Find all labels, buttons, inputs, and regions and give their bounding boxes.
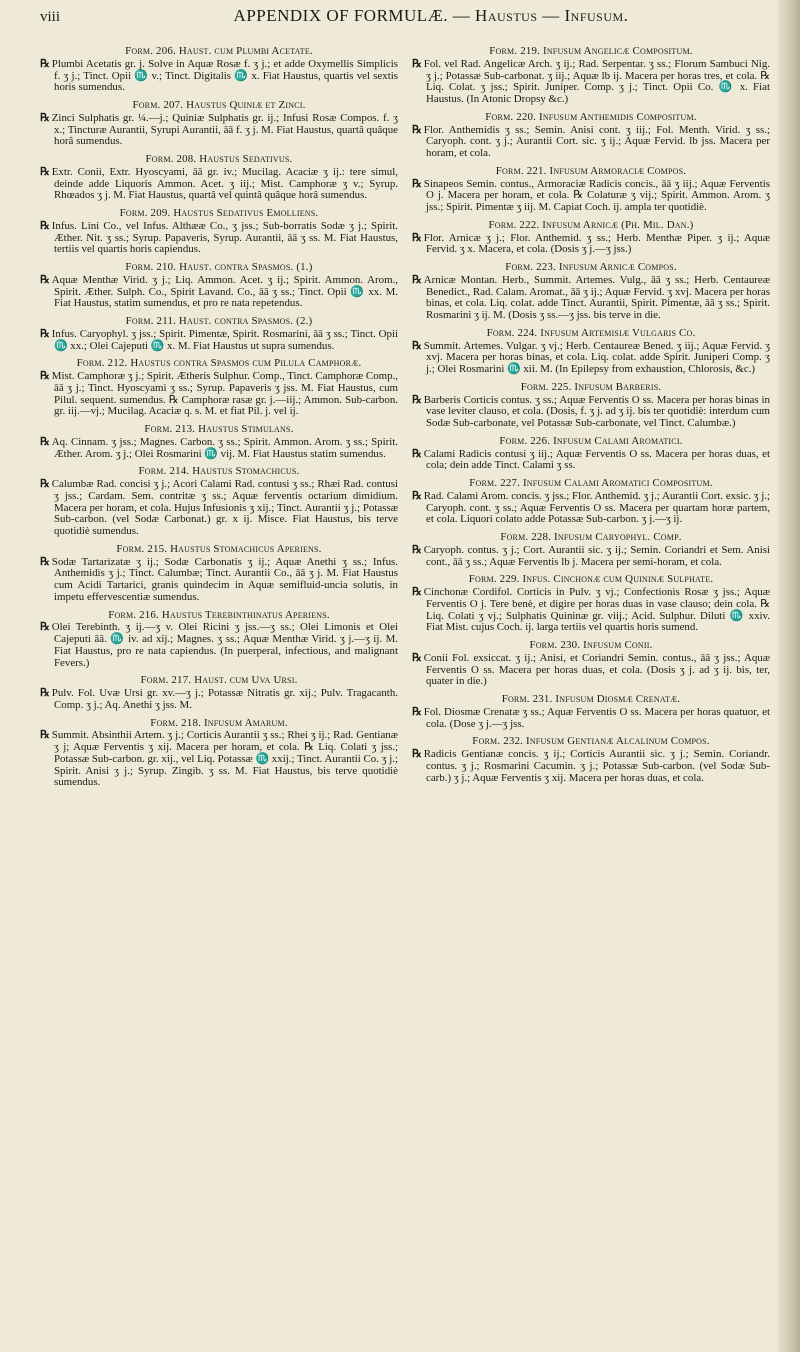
formula-body <box>40 622 398 669</box>
prescription-symbol: ℞ <box>412 57 422 70</box>
formula-body <box>40 479 398 538</box>
prescription-symbol: ℞ <box>40 165 50 178</box>
formula-body <box>412 707 770 731</box>
formula-body <box>412 125 770 160</box>
formula-body <box>412 233 770 257</box>
formula-title: Form. 209. Haustus Sedativus Emolliens. <box>119 207 319 219</box>
formula-entry <box>40 424 398 460</box>
prescription-symbol: ℞ <box>40 729 50 742</box>
formula-body <box>40 167 398 202</box>
formula-title: Form. 218. Infusum Amarum. <box>150 716 288 729</box>
formula-body <box>412 545 770 569</box>
prescription-symbol: ℞ <box>40 478 50 490</box>
prescription-symbol: ℞ <box>412 123 422 136</box>
formula-body <box>412 749 770 784</box>
formula-text: Flor. Arnicæ ʒ j.; Flor. Anthemid. ʒ ss.; Herb. Menthæ Piper. ʒ ij.; Aquæ Fervid. ʒ x. Macera, et cola. (Dosis ʒ j.—ʒ jss.) <box>423 231 770 256</box>
prescription-symbol: ℞ <box>40 273 50 286</box>
prescription-symbol: ℞ <box>412 543 422 556</box>
formula-entry <box>40 262 398 310</box>
formula-text: Radicis Gentianæ concis. ʒ ij.; Corticis Aurantii sic. ʒ j.; Semin. Coriandr. contus. ʒ j.; Rosmarini Cacumin. ʒ j.; Potassæ Sub-carbon. (vel Sodæ Sub-carb.) ʒ j.; Aquæ Ferventis ʒ xij. Macera per horas duas, et cola. <box>423 748 770 784</box>
prescription-symbol: ℞ <box>412 651 422 664</box>
formula-entry <box>412 640 770 688</box>
formula-title: Form. 215. Haustus Stomachicus Aperiens. <box>116 542 322 555</box>
formula-entry <box>40 610 398 670</box>
formula-body <box>40 557 398 604</box>
formula-body <box>40 730 398 789</box>
formula-text: Fol. vel Rad. Angelicæ Arch. ʒ ij.; Rad. Serpentar. ʒ ss.; Florum Sambuci Nig. ʒ j.; Potassæ Sub-carbonat. ʒ iij.; Aquæ lb ij. Macera per horas tres, et cola. ℞ Liq. Colat. ʒ jss.; Spirit. Juniper. Comp. ʒ j.; Tinct. Opii Co. ♏ x. Fiat Haustus. (In Atonic Dropsy &c.) <box>423 57 770 105</box>
prescription-symbol: ℞ <box>40 621 50 634</box>
formula-title: Form. 216. Haustus Terebinthinatus Aperiens. <box>108 608 330 621</box>
formula-body <box>412 449 770 473</box>
formula-title: Form. 230. Infusum Conii. <box>529 639 653 651</box>
prescription-symbol: ℞ <box>40 57 50 70</box>
prescription-symbol: ℞ <box>40 687 50 699</box>
page-number: viii <box>40 9 61 25</box>
prescription-symbol: ℞ <box>412 586 422 598</box>
prescription-symbol: ℞ <box>412 177 422 190</box>
formula-text: Infus. Caryophyl. ʒ jss.; Spirit. Pimentæ, Spirit. Rosmarini, āā ʒ ss.; Tinct. Opii ♏ xx.; Olei Cajeputi ♏ x. M. Fiat Haustus ut supra sumendus. <box>51 327 398 352</box>
formula-text: Flor. Anthemidis ʒ ss.; Semin. Anisi cont. ʒ iij.; Fol. Menth. Virid. ʒ ss.; Caryoph. cont. ʒ j.; Aurantii Cort. sic. ʒ ij.; Aquæ Fervid. lb jss. Macera per horam, et cola. <box>423 123 770 159</box>
formula-title: Form. 220. Infusum Anthemidis Compositum. <box>485 110 697 123</box>
page-header <box>40 6 770 32</box>
formula-text: Plumbi Acetatis gr. j. Solve in Aquæ Rosæ f. ʒ j.; et adde Oxymellis Simplicis f. ʒ j.; Tinct. Opii ♏ v.; Tinct. Digitalis ♏ x. Fiat Haustus, quartis vel sextis horis sumendus. <box>51 57 398 94</box>
formula-text: Summit. Artemes. Vulgar. ʒ vj.; Herb. Centaureæ Bened. ʒ iij.; Aquæ Fervid. ʒ xvj. Macera per horas binas, et cola. Liq. colat. adde Spirit. Juniperi Comp. ʒ j.; Olei Rosmarini ♏ xii. M. (In Epilepsy from exhaustion, Chlorosis, &c.) <box>423 339 770 375</box>
formula-entry <box>412 694 770 730</box>
formula-text: Cinchonæ Cordifol. Corticis in Pulv. ʒ vj.; Confectionis Rosæ ʒ jss.; Aquæ Ferventis O j. Tere benè, et digire per horas duas in vase clauso; dein cola. ℞ Liq. Colati ʒ vj.; Sulphatis Quininæ gr. viij.; Acid. Sulphur. Diluti ♏ xxiv. Fiat Mist. cujus Coch. ij. larga tertiis vel quartis horis sumend. <box>423 586 770 634</box>
formula-entry <box>412 532 770 568</box>
formula-text: Sodæ Tartarizatæ ʒ ij.; Sodæ Carbonatis ʒ ij.; Aquæ Anethi ʒ ss.; Infus. Anthemidis ʒ j.; Tinct. Calumbæ; Tinct. Aurantii Co., āā ʒ j. M. Fiat Haustus cum Acidi Tartarici, granis quindecim in Aquæ semifluid-uncia solutis, in impetu effervescentiæ sumendus. <box>51 555 398 603</box>
formula-entry <box>40 466 398 538</box>
prescription-symbol: ℞ <box>412 231 422 244</box>
formula-entry <box>40 208 398 256</box>
formula-title: Form. 231. Infusum Diosmæ Crenatæ. <box>501 693 681 705</box>
formula-title: Form. 217. Haust. cum Uva Ursi. <box>140 674 298 687</box>
formula-text: Arnicæ Montan. Herb., Summit. Artemes. Vulg., āā ʒ ss.; Herb. Centaureæ Benedict., Rad. Calam. Aromat., āā ʒ ij.; Aquæ Fervid. ʒ xvj. Macera per horas binas, et cola. Liq. colat. adde Tinct. Aurantii, Spirit. Pimentæ, āā ʒ ss.; Spirit. Rosmarini ʒ ij. M. (Dosis ʒ ss.—ʒ jss. bis terve in die. <box>423 273 770 321</box>
prescription-symbol: ℞ <box>412 748 422 760</box>
formula-title: Form. 225. Infusum Barberis. <box>520 380 662 393</box>
formula-title: Form. 214. Haustus Stomachicus. <box>138 465 300 478</box>
formula-text: Extr. Conii, Extr. Hyoscyami, āā gr. iv.; Mucilag. Acaciæ ʒ ij.: tere simul, deinde adde Liquoris Ammon. Acet. ʒ iij.; Mist. Camphoræ ʒ v.; Syrup. Rhœados ʒ j. M. Fiat Haustus, quartâ vel quintâ quâque horâ sumendus. <box>51 165 398 202</box>
formula-body <box>40 371 398 418</box>
formula-entry <box>40 544 398 604</box>
formula-title: Form. 221. Infusum Armoraciæ Compos. <box>495 164 687 177</box>
prescription-symbol: ℞ <box>412 447 422 460</box>
formula-entry <box>412 166 770 214</box>
formula-body <box>40 275 398 310</box>
formula-text: Mist. Camphoræ ʒ j.; Spirit. Ætheris Sulphur. Comp., Tinct. Camphoræ Comp., āā ʒ j.; Tinct. Hyoscyami ʒ ss.; Syrup. Papaveris ʒ jss. M. Fiat Haustus, cum Pilul. sequent. sumendus. ℞ Camphoræ rasæ gr. j.—iij.; Ammon. Sub-carbon. gr. iij.—vj.; Mucilag. Acaciæ q. s. M. et fiat Pil. j. vel ij. <box>51 370 398 418</box>
formula-body <box>40 59 398 94</box>
formula-body <box>412 341 770 376</box>
prescription-symbol: ℞ <box>40 370 50 382</box>
formula-entry <box>40 718 398 790</box>
formula-entry <box>412 574 770 634</box>
formula-entry <box>412 736 770 784</box>
page-edge-shadow <box>778 0 800 1352</box>
formula-body <box>412 587 770 634</box>
formula-text: Pulv. Fol. Uvæ Ursi gr. xv.—ʒ j.; Potassæ Nitratis gr. xij.; Pulv. Tragacanth. Comp. ʒ j.; Aq. Anethi ʒ jss. M. <box>51 687 398 711</box>
formula-entry <box>40 154 398 202</box>
left-column <box>40 46 398 795</box>
formula-body <box>40 688 398 712</box>
formula-text: Caryoph. contus. ʒ j.; Cort. Aurantii sic. ʒ ij.; Semin. Coriandri et Sem. Anisi cont., āā ʒ ss.; Aquæ Ferventis lb j. Macera per semi-horam, et cola. <box>423 543 770 568</box>
formula-entry <box>40 358 398 418</box>
prescription-symbol: ℞ <box>412 393 422 406</box>
formula-body <box>412 179 770 214</box>
formula-title: Form. 212. Haustus contra Spasmos cum Pilula Camphoræ. <box>76 357 362 370</box>
formula-body <box>412 59 770 106</box>
formula-title: Form. 232. Infusum Gentianæ Alcalinum Compos. <box>472 735 710 748</box>
formula-body <box>40 221 398 256</box>
formula-text: Summit. Absinthii Artem. ʒ j.; Corticis Aurantii ʒ ss.; Rhei ʒ ij.; Rad. Gentianæ ʒ j; Aquæ Ferventis ʒ xij. Macera per horam, et cola. ℞ Liq. Colati ʒ jss.; Potassæ Sub-carbon. gr. xij., vel Liq. Potassæ ♏ xxij.; Tinct. Aurantii Co. ʒ j.; Spirit. Anisi ʒ j.; Syrup. Zingib. ʒ ss. M. Fiat Haustus, bis terve quotidiè sumendus. <box>51 729 398 789</box>
formula-entry <box>40 675 398 711</box>
formula-body <box>412 395 770 430</box>
prescription-symbol: ℞ <box>40 327 50 340</box>
formula-body <box>40 329 398 353</box>
formula-title: Form. 224. Infusum Artemisiæ Vulgaris Co. <box>486 326 696 339</box>
prescription-symbol: ℞ <box>40 111 50 124</box>
formula-text: Fol. Diosmæ Crenatæ ʒ ss.; Aquæ Ferventis O ss. Macera per horas quatuor, et cola. (Dose ʒ j.—ʒ jss. <box>423 705 770 730</box>
prescription-symbol: ℞ <box>412 489 422 502</box>
formula-body <box>412 491 770 526</box>
formula-text: Calumbæ Rad. concisi ʒ j.; Acori Calami Rad. contusi ʒ ss.; Rhæi Rad. contusi ʒ jss.; Cardam. Sem. contritæ ʒ ss.; Aquæ ferventis octarium dimidium. Macera per horam, et cola. Hujus Infusionis ʒ xij.; Tinct. Aurantii ʒ j.; Potassæ Sub-carbon. (vel Sodæ Carbonat.) gr. x ij. Misce. Fiat Haustus, bis terve quotidiè sumendus. <box>51 478 398 537</box>
formula-text: Rad. Calami Arom. concis. ʒ jss.; Flor. Anthemid. ʒ j.; Aurantii Cort. exsic. ʒ j.; Caryoph. cont. ʒ ss.; Aquæ Ferventis O ss. Macera per quartam horæ partem, et cola. Liquori colato adde Potassæ Sub-carbon. ʒ j.—ʒ ij. <box>423 489 770 526</box>
formula-title: Form. 229. Infus. Cinchonæ cum Quininæ Sulphate. <box>468 573 714 586</box>
formula-title: Form. 223. Infusum Arnicæ Compos. <box>505 261 677 273</box>
right-column <box>412 46 770 790</box>
formula-title: Form. 211. Haust. contra Spasmos. (2.) <box>125 315 313 327</box>
formula-body <box>40 437 398 461</box>
formula-title: Form. 222. Infusum Arnicæ (Ph. Mil. Dan.) <box>488 218 694 231</box>
formula-body <box>412 275 770 322</box>
formula-body <box>412 653 770 688</box>
prescription-symbol: ℞ <box>412 705 422 718</box>
formula-title: Form. 226. Infusum Calami Aromatici. <box>499 434 683 447</box>
formula-entry <box>412 382 770 430</box>
formula-title: Form. 213. Haustus Stimulans. <box>144 423 294 435</box>
formula-body <box>40 113 398 148</box>
formula-title: Form. 206. Haust. cum Plumbi Acetate. <box>125 45 313 57</box>
running-title: APPENDIX OF FORMULÆ. — Haustus — Infusum. <box>233 6 629 25</box>
formula-entry <box>412 220 770 256</box>
formula-text: Sinapeos Semin. contus., Armoraciæ Radicis concis., āā ʒ iij.; Aquæ Ferventis O j. Macera per horam, et cola. ℞ Colaturæ ʒ vij.; Spirit. Ammon. Arom. ʒ jss.; Spirit. Pimentæ ʒ iij. M. Capiat Coch. ij. ampla ter quotidiè. <box>423 177 770 213</box>
formula-text: Conii Fol. exsiccat. ʒ ij.; Anisi, et Coriandri Semin. contus., āā ʒ jss.; Aquæ Ferventis O ss. Macera per horas duas, et cola. (Dosis ʒ j. ad ʒ ij. bis, ter, quater in die.) <box>423 651 770 688</box>
formula-entry <box>40 316 398 352</box>
formula-title: Form. 227. Infusum Calami Aromatici Compositum. <box>469 477 713 489</box>
formula-entry <box>412 436 770 472</box>
prescription-symbol: ℞ <box>40 555 50 568</box>
formula-entry <box>40 46 398 94</box>
formula-entry <box>412 478 770 526</box>
formula-title: Form. 219. Infusum Angelicæ Compositum. <box>489 45 693 57</box>
formula-entry <box>412 262 770 322</box>
formula-text: Aq. Cinnam. ʒ jss.; Magnes. Carbon. ʒ ss.; Spirit. Ammon. Arom. ʒ ss.; Spirit. Æther. Arom. ʒ j.; Olei Rosmarini ♏ vij. M. Fiat Haustus statim sumendus. <box>51 435 398 460</box>
formula-text: Infus. Lini Co., vel Infus. Althææ Co., ʒ jss.; Sub-borratis Sodæ ʒ j.; Spirit. Æther. Nit. ʒ ss.; Syrup. Papaveris, Syrup. Aurantii, āā ʒ ss. M. Fiat Haustus, tertiis vel quartis horis capiendus. <box>51 219 398 256</box>
prescription-symbol: ℞ <box>412 273 422 286</box>
formula-title: Form. 228. Infusum Caryophyl. Comp. <box>500 531 682 543</box>
formula-title: Form. 207. Haustus Quiniæ et Zinci. <box>132 99 306 111</box>
prescription-symbol: ℞ <box>40 219 50 232</box>
formula-title: Form. 208. Haustus Sedativus. <box>145 153 293 165</box>
formula-text: Olei Terebinth. ʒ ij.—ʒ v. Olei Ricini ʒ jss.—ʒ ss.; Olei Limonis et Olei Cajeputi āā. ♏ iv. ad xij.; Magnes. ʒ ss.; Aquæ Menthæ Virid. ʒ j.—ʒ ij. M. Fiat Haustus, pro re nata capiendus. (In puerperal, infectious, and malignant Fevers.) <box>51 621 398 669</box>
formula-entry <box>40 100 398 148</box>
formula-text: Aquæ Menthæ Virid. ʒ j.; Liq. Ammon. Acet. ʒ ij.; Spirit. Ammon. Arom., Spirit. Æther. Sulph. Co., Spirit Lavand. Co., āā ʒ ss.; Tinct. Opii ♏ xx. M. Fiat Haustus, statim sumendus, et pro re nata repetendus. <box>51 273 398 310</box>
formula-text: Zinci Sulphatis gr. ¼.—j.; Quiniæ Sulphatis gr. ij.; Infusi Rosæ Compos. f. ʒ x.; Tincturæ Aurantii, Syrupi Aurantii, āā f. ʒ j. M. Fiat Haustus, quartâ quâque horâ sumendus. <box>51 111 398 148</box>
formula-text: Calami Radicis contusi ʒ iij.; Aquæ Ferventis O ss. Macera per horas duas, et cola; dein adde Tinct. Calami ʒ ss. <box>423 447 770 472</box>
formula-entry <box>412 46 770 106</box>
formula-entry <box>412 112 770 160</box>
formula-entry <box>412 328 770 376</box>
prescription-symbol: ℞ <box>40 435 50 448</box>
prescription-symbol: ℞ <box>412 339 422 352</box>
formula-title: Form. 210. Haust. contra Spasmos. (1.) <box>125 261 313 273</box>
formula-text: Barberis Corticis contus. ʒ ss.; Aquæ Ferventis O ss. Macera per horas binas in vase leviter clauso, et cola. (Dosis, f. ʒ j. ad ʒ ij. bis ter quotidiè: interdum cum Sodæ Sub-carbonate, vel Potassæ Sub-carbonate, vel Tinct. Calumbæ.) <box>423 393 770 429</box>
